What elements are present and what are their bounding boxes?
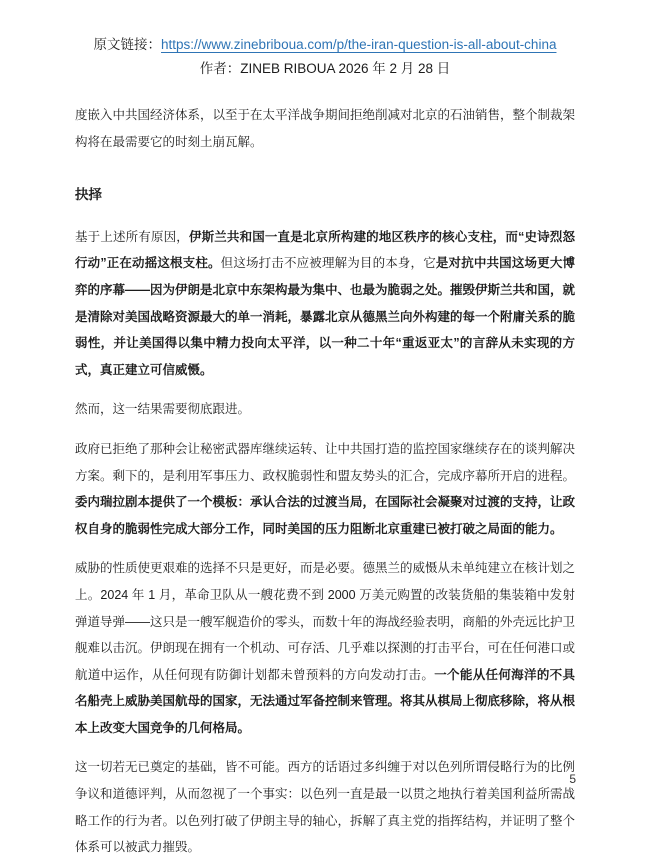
bold-text-run: 委内瑞拉剧本提供了一个模板：承认合法的过渡当局，在国际社会凝聚对过渡的支持，让政权自身的脆弱性完成大部分工作，同时美国的压力阻断北京重建已被打破之局面的能力。	[75, 495, 576, 536]
paragraph	[75, 555, 575, 741]
paragraph	[75, 754, 575, 860]
paragraph	[75, 436, 575, 542]
text-run: 威胁的性质使更艰难的选择不只是更好，而是必要。德黑兰的威慑从未单纯建立在核计划之上。2024 年 1 月，革命卫队从一艘花费不到 2000 万美元购置的改装货船的集装箱中发射弹道导弹——这只是一艘军舰造价的零头，而数十年的海战经验表明，商船的外壳远比护卫舰难以击沉。伊朗现在拥有一个机动、可存活、几乎难以探测的打击平台，可在任何港口或航道中运作，从任何现有防御计划都未曾预料的方向发动打击。	[75, 561, 576, 682]
text-run: 度嵌入中共国经济体系，以至于在太平洋战争期间拒绝削减对北京的石油销售，整个制裁架构将在最需要它的时刻土崩瓦解。	[75, 108, 576, 149]
source-label: 原文链接：	[93, 37, 162, 52]
text-run: 基于上述所有原因，	[75, 229, 189, 244]
paragraph	[75, 224, 575, 384]
doc-header	[0, 0, 650, 81]
section-heading: 抉择	[75, 187, 102, 203]
byline: 作者：ZINEB RIBOUA 2026 年 2 月 28 日	[199, 61, 451, 76]
bold-text-run: 伊斯兰共和国一直是北京所构建的地区秩序的核心支柱，而“史诗烈怒行动”正在动摇这根支柱。	[75, 229, 575, 271]
source-link[interactable]: https://www.zinebriboua.com/p/the-iran-question-is-all-about-china	[161, 37, 557, 52]
doc-body	[75, 102, 575, 861]
text-run: 这一切若无已奠定的基础，皆不可能。西方的话语过多纠缠于对以色列所谓侵略行为的比例争议和道德评判，从而忽视了一个事实：以色列一直是最一以贯之地执行着美国利益所需战略工作的行为者。以色列打破了伊朗主导的轴心，拆解了真主党的指挥结构，并证明了整个体系可以被武力摧毁。	[75, 760, 576, 855]
text-run: 政府已拒绝了那种会让秘密武器库继续运转、让中共国打造的监控国家继续存在的谈判解决方案。剩下的，是利用军事压力、政权脆弱性和盟友势头的汇合，完成序幕所开启的进程。	[75, 441, 576, 483]
bold-text-run: 是对抗中共国这场更大博弈的序幕——因为伊朗是北京中东架构最为集中、也最为脆弱之处。摧毁伊斯兰共和国，就是清除对美国战略资源最大的单一消耗，暴露北京从德黑兰向外构建的每一个附庸关系的脆弱性，并让美国得以集中精力投向太平洋，以一种二十年“重返亚太”的言辞从未实现的方式，真正建立可信威慑。	[75, 256, 576, 377]
page-number: 5	[569, 772, 576, 786]
bold-text-run: 一个能从任何海洋的不具名船壳上威胁美国航母的国家，无法通过军备控制来管理。将其从棋局上彻底移除，将从根本上改变大国竞争的几何格局。	[75, 667, 576, 735]
text-run: 然而，这一结果需要彻底跟进。	[75, 402, 251, 417]
paragraph	[75, 396, 575, 423]
paragraph	[75, 102, 575, 155]
text-run: 但这场打击不应被理解为目的本身，它	[220, 256, 436, 271]
source-line	[0, 33, 650, 57]
